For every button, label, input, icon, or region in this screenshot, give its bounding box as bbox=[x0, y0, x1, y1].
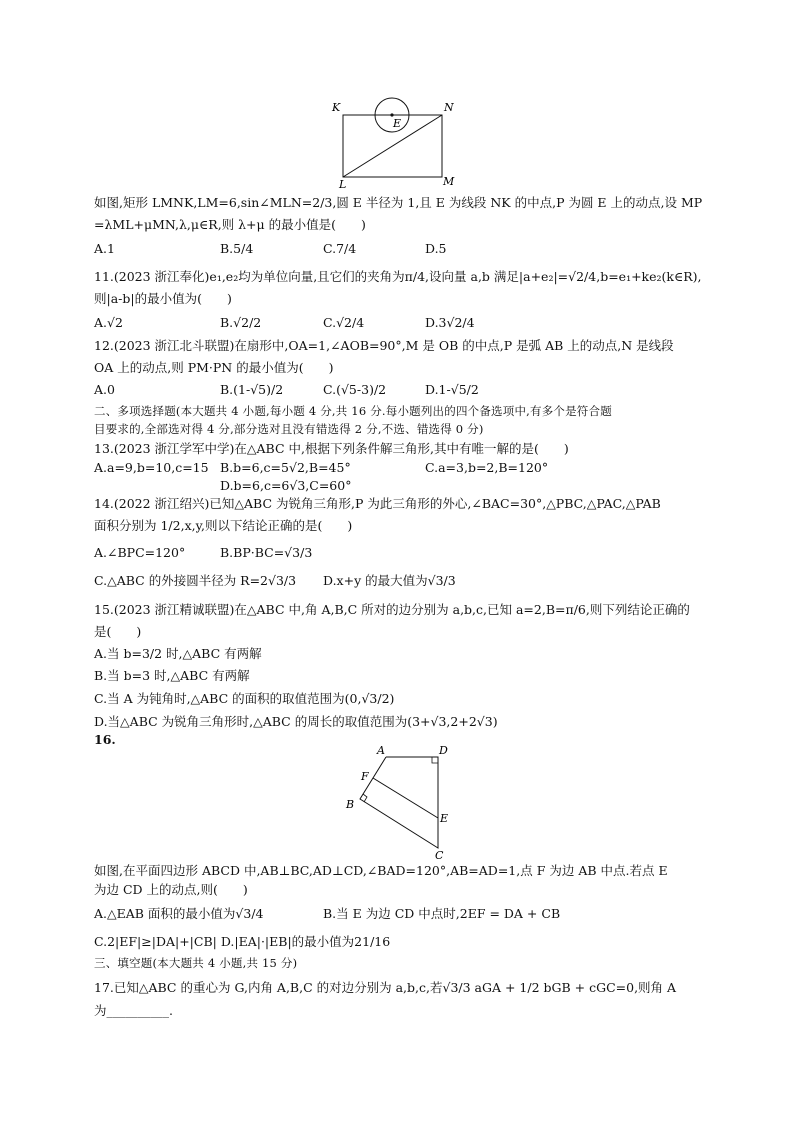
q13-option-c: C.a=3,b=2,B=120° bbox=[425, 460, 549, 475]
q15-option-a: A.当 b=3/2 时,△ABC 有两解 bbox=[94, 646, 262, 661]
q11-option-c: C.√2/4 bbox=[323, 315, 365, 330]
q17-stem-line1: 17.已知△ABC 的重心为 G,内角 A,B,C 的对边分别为 a,b,c,若√3/3 aGA + 1/2 bGB + cGC=0,则角 A bbox=[94, 980, 677, 995]
q13-stem: 13.(2023 浙江学军中学)在△ABC 中,根据下列条件解三角形,其中有唯一解的是( ) bbox=[94, 441, 569, 456]
rectangle-circle-figure bbox=[330, 94, 460, 188]
q12-option-b: B.(1-√5)/2 bbox=[220, 382, 284, 397]
q15-option-b: B.当 b=3 时,△ABC 有两解 bbox=[94, 668, 250, 683]
q16-option-a: A.△EAB 面积的最小值为√3/4 bbox=[94, 906, 264, 921]
q12-option-c: C.(√5-3)/2 bbox=[323, 382, 387, 397]
label-B: B bbox=[346, 798, 355, 811]
q10-stem-line2: =λML+μMN,λ,μ∈R,则 λ+μ 的最小值是( ) bbox=[94, 217, 366, 232]
q15-stem-line2: 是( ) bbox=[94, 624, 142, 639]
q14-stem-line2: 面积分别为 1/2,x,y,则以下结论正确的是( ) bbox=[94, 518, 353, 533]
q11-stem-line1: 11.(2023 浙江奉化)e₁,e₂均为单位向量,且它们的夹角为π/4,设向量 a,b 满足|a+e₂|=√2/4,b=e₁+ke₂(k∈R), bbox=[94, 269, 702, 284]
q14-stem-line1: 14.(2022 浙江绍兴)已知△ABC 为锐角三角形,P 为此三角形的外心,∠BAC=30°,△PBC,△PAC,△PAB bbox=[94, 496, 661, 511]
q14-option-b: B.BP·BC=√3/3 bbox=[220, 545, 313, 560]
section2-heading-line1: 二、多项选择题(本大题共 4 小题,每小题 4 分,共 16 分.每小题列出的四个备选项中,有多个是符合题 bbox=[94, 404, 612, 418]
q15-option-d: D.当△ABC 为锐角三角形时,△ABC 的周长的取值范围为(3+√3,2+2√3) bbox=[94, 714, 498, 729]
q10-option-a: A.1 bbox=[94, 241, 115, 256]
q10-stem-line1: 如图,矩形 LMNK,LM=6,sin∠MLN=2/3,圆 E 半径为 1,且 E 为线段 NK 的中点,P 为圆 E 上的动点,设 MP bbox=[94, 195, 703, 210]
quadrilateral-figure bbox=[340, 742, 460, 860]
q16-stem-line1: 如图,在平面四边形 ABCD 中,AB⊥BC,AD⊥CD,∠BAD=120°,AB=AD=1,点 F 为边 AB 中点.若点 E bbox=[94, 863, 668, 878]
label-L: L bbox=[339, 178, 347, 188]
section3-heading: 三、填空题(本大题共 4 小题,共 15 分) bbox=[94, 956, 298, 970]
label-E: E bbox=[440, 812, 449, 825]
q13-option-b: B.b=6,c=5√2,B=45° bbox=[220, 460, 351, 475]
q14-option-a: A.∠BPC=120° bbox=[94, 545, 186, 560]
label-N: N bbox=[444, 101, 454, 114]
q11-option-b: B.√2/2 bbox=[220, 315, 262, 330]
q10-option-b: B.5/4 bbox=[220, 241, 254, 256]
q10-option-d: D.5 bbox=[425, 241, 447, 256]
q12-stem-line1: 12.(2023 浙江北斗联盟)在扇形中,OA=1,∠AOB=90°,M 是 OB 的中点,P 是弧 AB 上的动点,N 是线段 bbox=[94, 338, 674, 353]
q16-option-b: B.当 E 为边 CD 中点时,2EF = DA + CB bbox=[323, 906, 561, 921]
label-E: E bbox=[393, 117, 402, 130]
q11-option-a: A.√2 bbox=[94, 315, 123, 330]
q15-stem-line1: 15.(2023 浙江精诚联盟)在△ABC 中,角 A,B,C 所对的边分别为 a,b,c,已知 a=2,B=π/6,则下列结论正确的 bbox=[94, 602, 690, 617]
label-C: C bbox=[435, 849, 444, 860]
q12-option-d: D.1-√5/2 bbox=[425, 382, 479, 397]
q14-option-d: D.x+y 的最大值为√3/3 bbox=[323, 573, 456, 588]
label-F: F bbox=[361, 770, 369, 783]
q11-stem-line2: 则|a-b|的最小值为( ) bbox=[94, 291, 232, 306]
label-D: D bbox=[439, 744, 448, 757]
q12-stem-line2: OA 上的动点,则 PM·PN 的最小值为( ) bbox=[94, 360, 334, 375]
q16-stem-line2: 为边 CD 上的动点,则( ) bbox=[94, 882, 248, 897]
label-A: A bbox=[377, 744, 385, 757]
q15-option-c: C.当 A 为钝角时,△ABC 的面积的取值范围为(0,√3/2) bbox=[94, 691, 395, 706]
label-K: K bbox=[332, 101, 341, 114]
q10-option-c: C.7/4 bbox=[323, 241, 357, 256]
q16-options-cd: C.2|EF|≥|DA|+|CB| D.|EA|·|EB|的最小值为21/16 bbox=[94, 934, 391, 949]
label-M: M bbox=[443, 175, 455, 188]
q12-option-a: A.0 bbox=[94, 382, 115, 397]
q14-option-c: C.△ABC 的外接圆半径为 R=2√3/3 bbox=[94, 573, 297, 588]
q17-stem-line2: 为__________. bbox=[94, 1003, 173, 1018]
q11-option-d: D.3√2/4 bbox=[425, 315, 475, 330]
q13-option-a: A.a=9,b=10,c=15 bbox=[94, 460, 209, 475]
q13-option-d: D.b=6,c=6√3,C=60° bbox=[220, 478, 352, 493]
q16-number: 16. bbox=[94, 732, 116, 747]
section2-heading-line2: 目要求的,全部选对得 4 分,部分选对且没有错选得 2 分,不选、错选得 0 分) bbox=[94, 422, 484, 436]
